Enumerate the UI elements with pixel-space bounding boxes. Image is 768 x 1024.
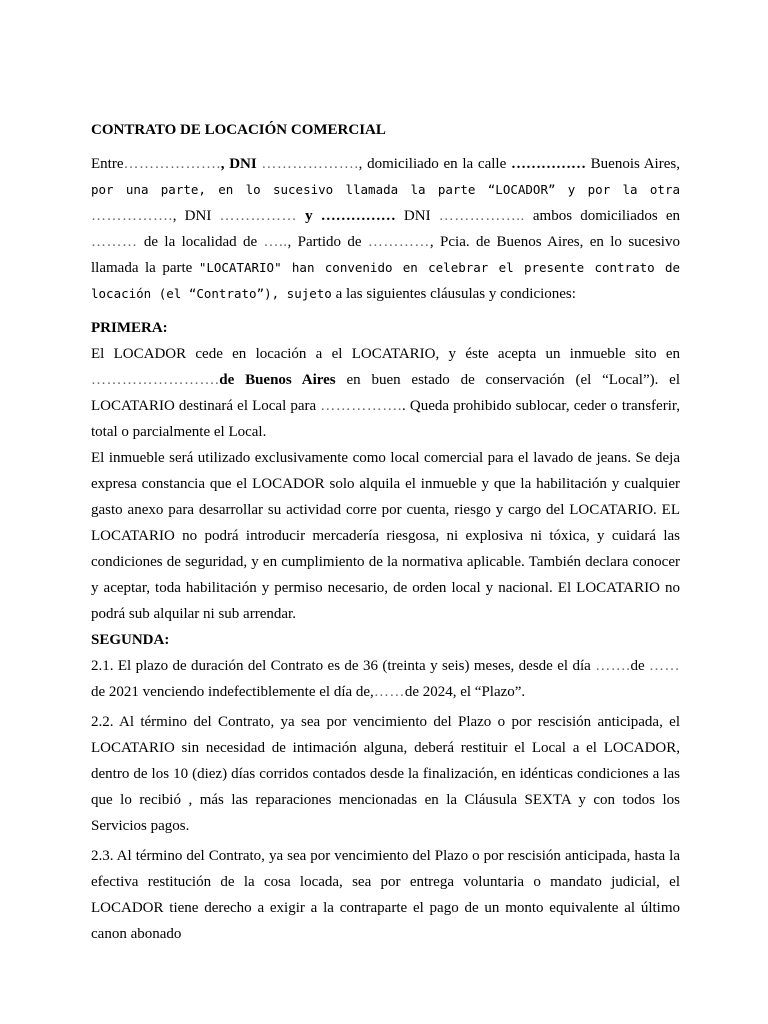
clause-primera-paragraph-1 (91, 341, 680, 445)
intro-text: , domiciliado en la calle (358, 156, 511, 172)
intro-text: , Partido de (287, 234, 368, 250)
blank-field: …………… (219, 208, 297, 224)
blank-field: …………… (320, 208, 396, 224)
blank-field: …… (373, 684, 405, 700)
clause-text: en buen estado de conservación (el “Local”). el LOCATARIO destinará el Local para (91, 372, 680, 414)
clause-text: 2.1. El plazo de duración del Contrato es de 36 (treinta y seis) meses, desde el día (91, 658, 596, 674)
intro-text: a las siguientes cláusulas y condiciones: (331, 286, 576, 302)
blank-field: …………… (510, 156, 586, 172)
blank-field: ………… (367, 234, 430, 250)
intro-text: ambos domiciliados en (524, 208, 681, 224)
blank-field: ….. (263, 234, 288, 250)
blank-field: ……. (595, 658, 631, 674)
contract-page (91, 117, 680, 951)
clause-heading-segunda: SEGUNDA: (91, 632, 170, 648)
blank-field: ……………………. (91, 372, 220, 388)
clause-2-1 (91, 653, 680, 705)
intro-text: y (296, 208, 321, 224)
intro-text: Buenois Aires, (585, 156, 680, 172)
clause-primera-paragraph-2: El inmueble será utilizado exclusivamente como local comercial para el lavado de jeans. Se deja expresa constancia que el LOCADOR solo alquila el inmueble y que la habilitación y cualquier gasto anexo para desarrollar su actividad corre por cuenta, riesgo y cargo del LOCATARIO. EL LOCATARIO no podrá introducir mercadería riesgosa, ni explosiva ni tóxica, y cuidará las condiciones de seguridad, y en cumplimiento de la normativa aplicable. También declara conocer y aceptar, toda habilitación y permiso necesario, de orden local y nacional. El LOCATARIO no podrá sub alquilar ni sub arrendar. (91, 450, 680, 622)
blank-field: ………………. (261, 156, 359, 172)
blank-field: …… (649, 658, 680, 674)
intro-text: , DNI (172, 208, 220, 224)
blank-field: ……… (91, 234, 138, 250)
clause-text: de (630, 658, 649, 674)
intro-paragraph (91, 151, 680, 307)
blank-field: …………….. (438, 208, 525, 224)
clause-text: de 2021 venciendo indefectiblemente el día de, (91, 684, 374, 700)
clause-2-3: 2.3. Al término del Contrato, ya sea por vencimiento del Plazo o por rescisión anticipada, hasta la efectiva restitución de la cosa locada, sea por entrega voluntaria o mandato judicial, el LOCADOR tiene derecho a exigir a la contraparte el pago de un monto equivalente al último canon abonado (91, 848, 680, 942)
clause-text: de 2024, el “Plazo”. (404, 684, 526, 700)
intro-text: , DNI (220, 156, 262, 172)
intro-text: "LOCATARIO" han convenido en celebrar el presente contrato de locación (el “Contrato”), sujeto (91, 260, 680, 301)
clause-heading-primera: PRIMERA: (91, 320, 168, 336)
document-title: CONTRATO DE LOCACIÓN COMERCIAL (91, 122, 386, 138)
blank-field: ……………. (320, 398, 403, 414)
intro-text: DNI (395, 208, 439, 224)
clause-2-2: 2.2. Al término del Contrato, ya sea por vencimiento del Plazo o por rescisión anticipada, el LOCATARIO sin necesidad de intimación alguna, deberá restituir el Local a el LOCADOR, dentro de los 10 (diez) días corridos contados desde la finalización, en idénticas condiciones a las que lo recibió , más las reparaciones mencionadas en la Cláusula SEXTA y con todos los Servicios pagos. (91, 714, 680, 834)
intro-text: de la localidad de (137, 234, 264, 250)
blank-field: ………………. (123, 156, 221, 172)
intro-text: , Pcia. de Buenos Aires, en lo sucesivo llamada la parte (91, 234, 680, 276)
clause-text: de Buenos Aires (219, 372, 336, 388)
clause-text: El LOCADOR cede en locación a el LOCATARIO, y éste acepta un inmueble sito en (91, 346, 680, 362)
intro-text: por una parte, en lo sucesivo llamada la parte “LOCADOR” y por la otra (91, 182, 680, 197)
blank-field: ……………. (91, 208, 173, 224)
intro-text: Entre (91, 156, 124, 172)
clause-text: . Queda prohibido sublocar, ceder o transferir, total o parcialmente el Local. (91, 398, 681, 440)
